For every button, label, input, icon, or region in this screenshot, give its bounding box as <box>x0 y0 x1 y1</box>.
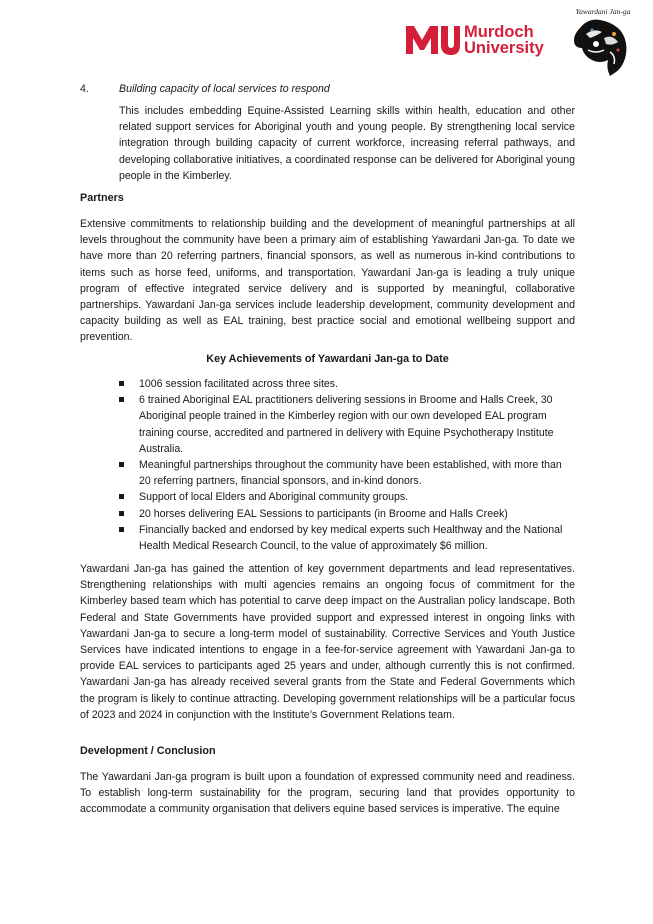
yawardani-janga-logo <box>566 4 638 80</box>
list-item: Support of local Elders and Aboriginal community groups. <box>119 489 575 505</box>
list-item: 20 horses delivering EAL Sessions to participants (in Broome and Halls Creek) <box>119 506 575 522</box>
achievements-heading: Key Achievements of Yawardani Jan-ga to Date <box>206 353 449 365</box>
program-logo-text: Yawardani Jan-ga <box>575 7 631 16</box>
list-item: 1006 session facilitated across three sites. <box>119 376 575 392</box>
list-item: Meaningful partnerships throughout the community have been established, with more than 20 referring partners, financial sponsors, and in-kind donors. <box>119 457 575 489</box>
wordmark-line1: Murdoch <box>464 23 534 41</box>
section-number: 4. <box>80 83 89 95</box>
murdoch-university-logo <box>404 20 556 60</box>
section4-body: This includes embedding Equine-Assisted Learning skills within health, education and other related support services for Aboriginal youth and young people. By strengthening local service integration through building capacity of current workforce, increasing referral pathways, and developing collaborative initiatives, a coordinated response can be delivered for Aboriginal young people in the Kimberley. <box>119 105 575 182</box>
section-title: Building capacity of local services to respond <box>119 83 330 95</box>
university-wordmark <box>464 24 544 56</box>
government-body: Yawardani Jan-ga has gained the attention of key government departments and lead representatives. Strengthening relationships with multi agencies remains an ongoing focus of commitment for the Kimberley based team which has potential to carve deep impact on the Australian policy landscape. Both Federal and State Governments have provided support and expressed interest in ongoing links with Yawardani Jan-ga to secure a long-term model of sustainability. Corrective Services and Youth Justice Services have indicated intentions to engage in a fee-for-service agreement with Yawardani Jan-ga to provide EAL services to participants aged 25 years and under, although currently this is not confirmed. Yawardani Jan-ga has already received several grants from the State and Federal Governments which the program is likely to continue attracting. Developing government relationships will be a particular focus of 2023 and 2024 in conjunction with the Institute’s Government Relations team. <box>80 563 575 721</box>
list-item: 6 trained Aboriginal EAL practitioners delivering sessions in Broome and Halls Creek, 30 Aboriginal people trained in the Kimberley region with our own developed EAL program training course, accredited and partnered in delivery with Equine Psychotherapy Institute Australia. <box>119 392 575 457</box>
list-item: Financially backed and endorsed by key medical experts such Healthway and the National Health Medical Research Council, to the value of approximately $6 million. <box>119 522 575 554</box>
horse-head-icon <box>566 4 638 80</box>
partners-body: Extensive commitments to relationship building and the development of meaningful partnerships at all levels throughout the community have been a primary aim of establishing Yawardani Jan-ga. To date we have more than 20 referring partners, financial sponsors, as well as numerous in-kind contributions to items such as horse feed, uniforms, and transportation. Yawardani Jan-ga is leading a truly unique program of effective integrated service delivery and is supported by meaningful, collaborative partnerships. Yawardani Jan-ga services include leadership development, community development and capacity building as well as EAL training, best practice social and emotional wellbeing support and prevention. <box>80 218 575 344</box>
achievements-list <box>119 376 575 554</box>
mu-monogram-icon <box>404 24 460 56</box>
wordmark-line2: University <box>464 39 544 57</box>
partners-heading: Partners <box>80 192 124 204</box>
conclusion-body: The Yawardani Jan-ga program is built upon a foundation of expressed community need and readiness. To establish long-term sustainability for the program, securing land that provides opportunity to accommodate a community organisation that delivers equine based services is imperative. The equine <box>80 771 575 816</box>
conclusion-heading: Development / Conclusion <box>80 745 216 757</box>
